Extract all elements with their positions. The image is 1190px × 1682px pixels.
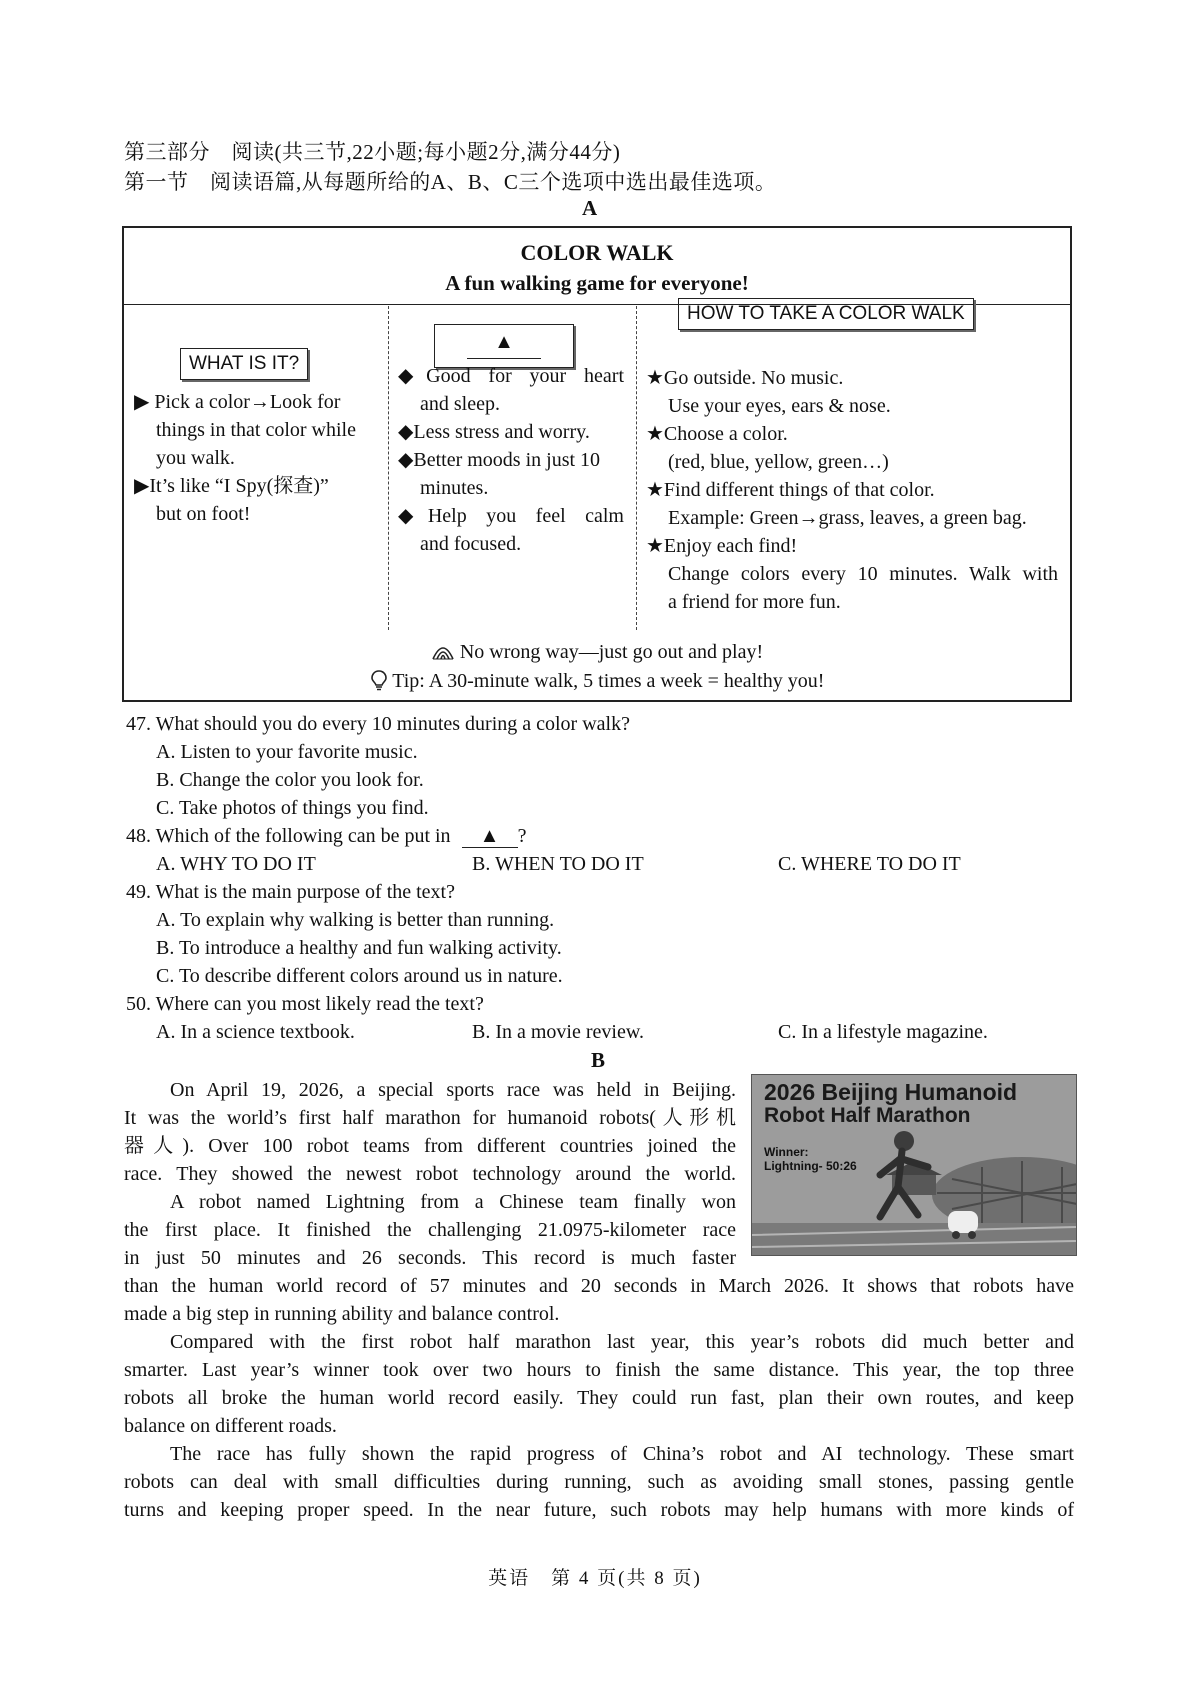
passage-b-line: On April 19, 2026, a special sports race was held in Beijing. (170, 1079, 736, 1101)
col1-line: ▶It’s like “I Spy(探查)” (134, 475, 329, 497)
passage-b-line: turns and keeping proper speed. In the near future, such robots may help humans with more kinds of (124, 1499, 1074, 1521)
triangle-blank-marker: ▲ (494, 331, 514, 353)
marathon-poster-image (751, 1074, 1077, 1256)
passage-b-line: Compared with the first robot half marathon last year, this year’s robots did much better and (170, 1331, 1074, 1353)
how-to-heading: HOW TO TAKE A COLOR WALK (678, 298, 974, 330)
question-49-stem: 49. What is the main purpose of the text? (126, 881, 455, 903)
box-footer-line (124, 638, 1070, 666)
col3-line: ★Enjoy each find! (646, 535, 798, 557)
passage-b-label: B (591, 1048, 606, 1072)
col2-line: ◆Less stress and worry. (398, 421, 590, 443)
col2-line: minutes. (420, 477, 489, 499)
section-instructions: 第一节 阅读语篇,从每题所给的A、B、C三个选项中选出最佳选项。 (124, 170, 777, 194)
col3-line: Change colors every 10 minutes. Walk with (668, 563, 1058, 585)
question-48-stem-end: ? (517, 825, 527, 847)
tip-text: Tip: A 30-minute walk, 5 times a week = healthy you! (392, 670, 825, 692)
question-48-option-b: B. WHEN TO DO IT (472, 853, 644, 875)
col2-line: ◆Better moods in just 10 (398, 449, 601, 471)
poster-title-line-2: Robot Half Marathon (764, 1104, 971, 1127)
poster-title-line-1: 2026 Beijing Humanoid (764, 1079, 1018, 1105)
question-49-option-a: A. To explain why walking is better than running. (156, 909, 555, 931)
column-divider (388, 306, 389, 630)
passage-b-line: The race has fully shown the rapid progress of China’s robot and AI technology. These smart (170, 1443, 1074, 1465)
part-heading: 第三部分 阅读(共三节,22小题;每小题2分,满分44分) (124, 140, 621, 164)
col3-line: Use your eyes, ears & nose. (668, 395, 891, 417)
col1-line: you walk. (156, 447, 235, 469)
passage-b-line: made a big step in running ability and balance control. (124, 1303, 560, 1325)
question-50-stem: 50. Where can you most likely read the text? (126, 993, 484, 1015)
passage-b-line: balance on different roads. (124, 1415, 337, 1437)
question-47-stem: 47. What should you do every 10 minutes during a color walk? (126, 713, 630, 735)
color-walk-box (122, 226, 1072, 702)
col3-line: ★Find different things of that color. (646, 479, 935, 501)
col3-line: Example: Green→grass, leaves, a green bag. (668, 507, 1027, 529)
box-tip-line (124, 667, 1070, 695)
question-47-option-b: B. Change the color you look for. (156, 769, 424, 791)
what-is-it-heading: WHAT IS IT? (180, 348, 308, 380)
question-47-option-a: A. Listen to your favorite music. (156, 741, 418, 763)
passage-b-line: A robot named Lightning from a Chinese team finally won (170, 1191, 736, 1213)
column-divider (636, 306, 637, 630)
question-50-option-b: B. In a movie review. (472, 1021, 644, 1043)
blank-underline (467, 358, 541, 359)
col2-line: ◆Good for your heart (398, 365, 624, 387)
question-48-blank (462, 825, 518, 848)
question-48-option-a: A. WHY TO DO IT (156, 853, 316, 875)
lightbulb-icon (370, 669, 388, 691)
col3-line: a friend for more fun. (668, 591, 841, 613)
passage-b-line: It was the world’s first half marathon for humanoid robots(人形机 (124, 1107, 736, 1129)
box-subtitle: A fun walking game for everyone! (445, 271, 749, 295)
page-footer: 英语 第 4 页(共 8 页) (488, 1568, 702, 1589)
triangle-blank-marker: ▲ (479, 825, 500, 847)
poster-winner-time: Lightning- 50:26 (764, 1159, 857, 1173)
passage-b-line: race. They showed the newest robot technology around the world. (124, 1163, 736, 1185)
col1-line: ▶ Pick a color→Look for (134, 391, 341, 413)
question-50-option-a: A. In a science textbook. (156, 1021, 355, 1043)
col2-line: and sleep. (420, 393, 500, 415)
passage-b-line: the first place. It finished the challenging 21.0975-kilometer race (124, 1219, 736, 1241)
box-title: COLOR WALK (520, 240, 674, 265)
col3-line: (red, blue, yellow, green…) (668, 451, 889, 473)
passage-a-label: A (582, 196, 598, 220)
passage-b-line: robots can deal with small difficulties during running, such as avoiding small stones, passing gentle (124, 1471, 1074, 1493)
question-47-option-c: C. Take photos of things you find. (156, 797, 429, 819)
rainbow-icon (431, 641, 455, 661)
passage-b-line: smarter. Last year’s winner took over two hours to finish the same distance. This year, the top three (124, 1359, 1074, 1381)
col2-line: ◆Help you feel calm (398, 505, 624, 527)
col3-line: ★Choose a color. (646, 423, 788, 445)
col1-line: things in that color while (156, 419, 356, 441)
question-48-stem (126, 822, 526, 850)
col2-line: and focused. (420, 533, 522, 555)
col1-line: but on foot! (156, 503, 251, 525)
question-48-stem-text: 48. Which of the following can be put in (126, 825, 451, 847)
question-48-option-c: C. WHERE TO DO IT (778, 853, 961, 875)
question-49-option-b: B. To introduce a healthy and fun walking activity. (156, 937, 562, 959)
no-wrong-way-text: No wrong way—just go out and play! (459, 641, 764, 663)
passage-b-line: than the human world record of 57 minutes and 20 seconds in March 2026. It shows that robots have (124, 1275, 1074, 1297)
question-49-option-c: C. To describe different colors around us in nature. (156, 965, 563, 987)
passage-b-line: in just 50 minutes and 26 seconds. This record is much faster (124, 1247, 736, 1269)
poster-winner (764, 1145, 857, 1173)
poster-winner-label: Winner: (764, 1145, 809, 1159)
col3-line: ★Go outside. No music. (646, 367, 844, 389)
question-50-option-c: C. In a lifestyle magazine. (778, 1021, 988, 1043)
passage-b-line: 器人). Over 100 robot teams from different countries joined the (124, 1135, 736, 1157)
passage-b-line: robots all broke the human world record easily. They could run fast, plan their own routes, and keep (124, 1387, 1074, 1409)
